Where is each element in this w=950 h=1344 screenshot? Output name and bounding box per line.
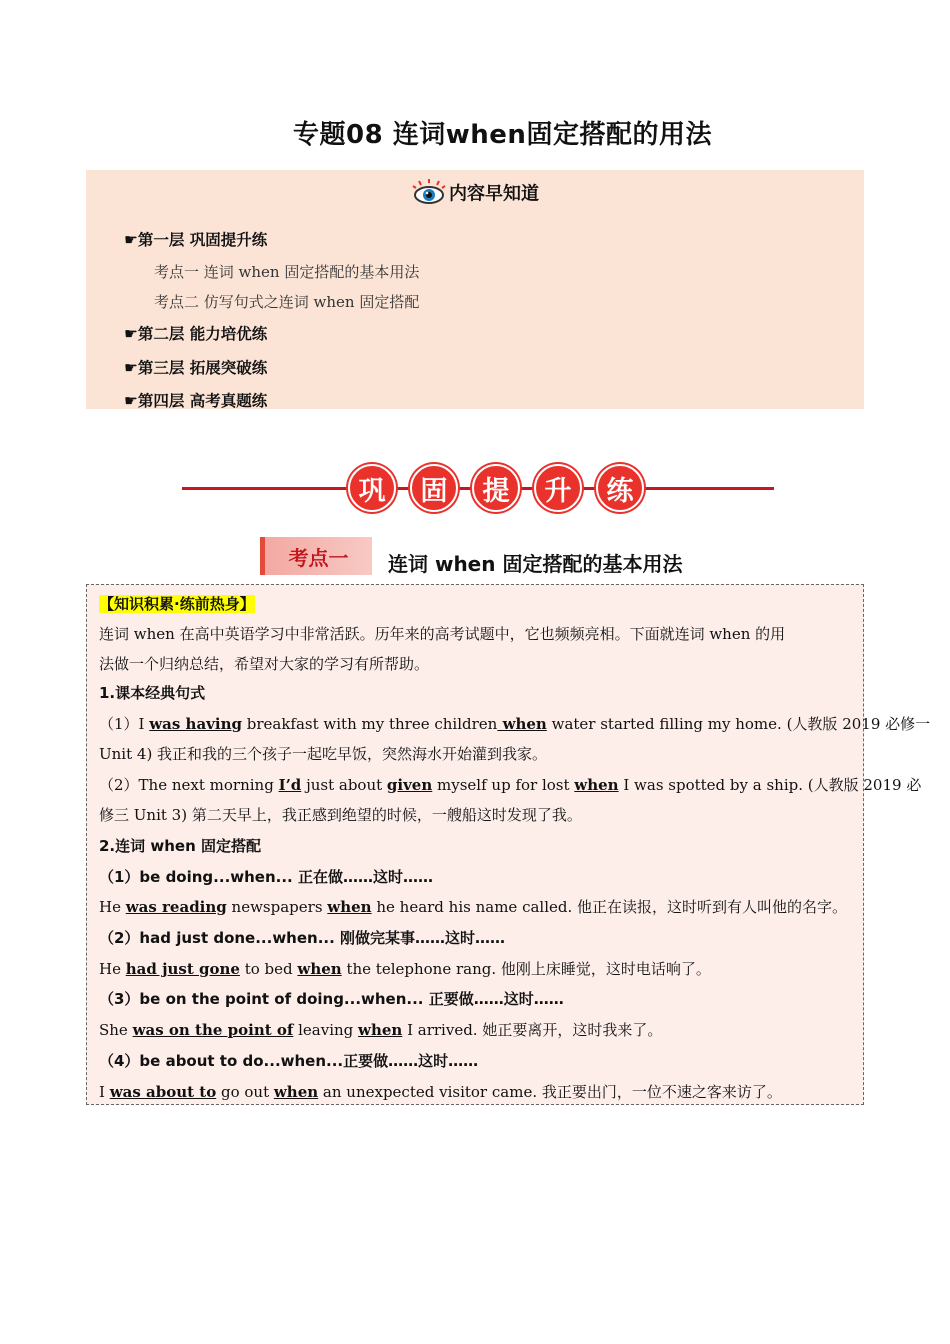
pattern-example: He was reading newspapers when he heard his name called. 他正在读报，这时听到有人叫他的名字。	[99, 898, 848, 916]
toc-sub-point-1[interactable]: 考点一 连词 when 固定搭配的基本用法	[154, 263, 420, 281]
banner-char: 固	[410, 464, 458, 512]
pattern-heading: （2）had just done...when... 刚做完某事……这时……	[99, 929, 506, 947]
example-sentence-1: （1）I was having breakfast with my three children when water started filling my home. (人教版 2019 必修一	[99, 715, 931, 733]
pattern-heading: （1）be doing...when... 正在做……这时……	[99, 868, 433, 886]
toc-heading-text: 内容早知道	[449, 183, 539, 205]
banner-char: 练	[596, 464, 644, 512]
example-sentence-2: （2）The next morning I’d just about given myself up for lost when I was spotted by a ship. (人教版 2019 必	[99, 776, 922, 794]
toc-item-layer-3[interactable]: ☛第三层 拓展突破练	[124, 359, 268, 377]
toc-panel	[86, 170, 864, 409]
banner-char: 提	[472, 464, 520, 512]
example-translation-1: Unit 4) 我正和我的三个孩子一起吃早饭，突然海水开始灌到我家。	[99, 745, 548, 763]
intro-line: 连词 when 在高中英语学习中非常活跃。历年来的高考试题中，它也频频亮相。下面就连词 when 的用	[99, 625, 786, 643]
kaodian-title: 连词 when 固定搭配的基本用法	[388, 552, 683, 576]
toc-heading	[86, 178, 864, 211]
page-title: 专题08 连词when固定搭配的用法	[293, 120, 712, 150]
example-translation-2: 修三 Unit 3) 第二天早上，我正感到绝望的时候，一艘船这时发现了我。	[99, 806, 582, 824]
toc-sub-point-2[interactable]: 考点二 仿写句式之连词 when 固定搭配	[154, 293, 420, 311]
pattern-example: He had just gone to bed when the telephone rang. 他刚上床睡觉，这时电话响了。	[99, 960, 711, 978]
section-heading: 2.连词 when 固定搭配	[99, 837, 261, 855]
toc-item-layer-4[interactable]: ☛第四层 高考真题练	[124, 392, 268, 410]
section-banner	[182, 464, 774, 514]
toc-item-layer-1[interactable]: ☛第一层 巩固提升练	[124, 231, 268, 249]
section-heading: 1.课本经典句式	[99, 684, 206, 702]
toc-item-layer-2[interactable]: ☛第二层 能力培优练	[124, 325, 268, 343]
banner-char: 升	[534, 464, 582, 512]
pattern-example: She was on the point of leaving when I arrived. 她正要离开，这时我来了。	[99, 1021, 663, 1039]
pattern-heading: （4）be about to do...when...正要做……这时……	[99, 1052, 479, 1070]
knowledge-tag: 【知识积累·练前热身】	[99, 595, 255, 613]
kaodian-tag: 考点一	[260, 537, 372, 575]
eye-icon	[411, 178, 447, 211]
pattern-heading: （3）be on the point of doing...when... 正要做……这时……	[99, 990, 564, 1008]
intro-line: 法做一个归纳总结，希望对大家的学习有所帮助。	[99, 655, 430, 673]
pattern-example: I was about to go out when an unexpected visitor came. 我正要出门，一位不速之客来访了。	[99, 1083, 782, 1101]
banner-char: 巩	[348, 464, 396, 512]
knowledge-box	[86, 584, 931, 1105]
